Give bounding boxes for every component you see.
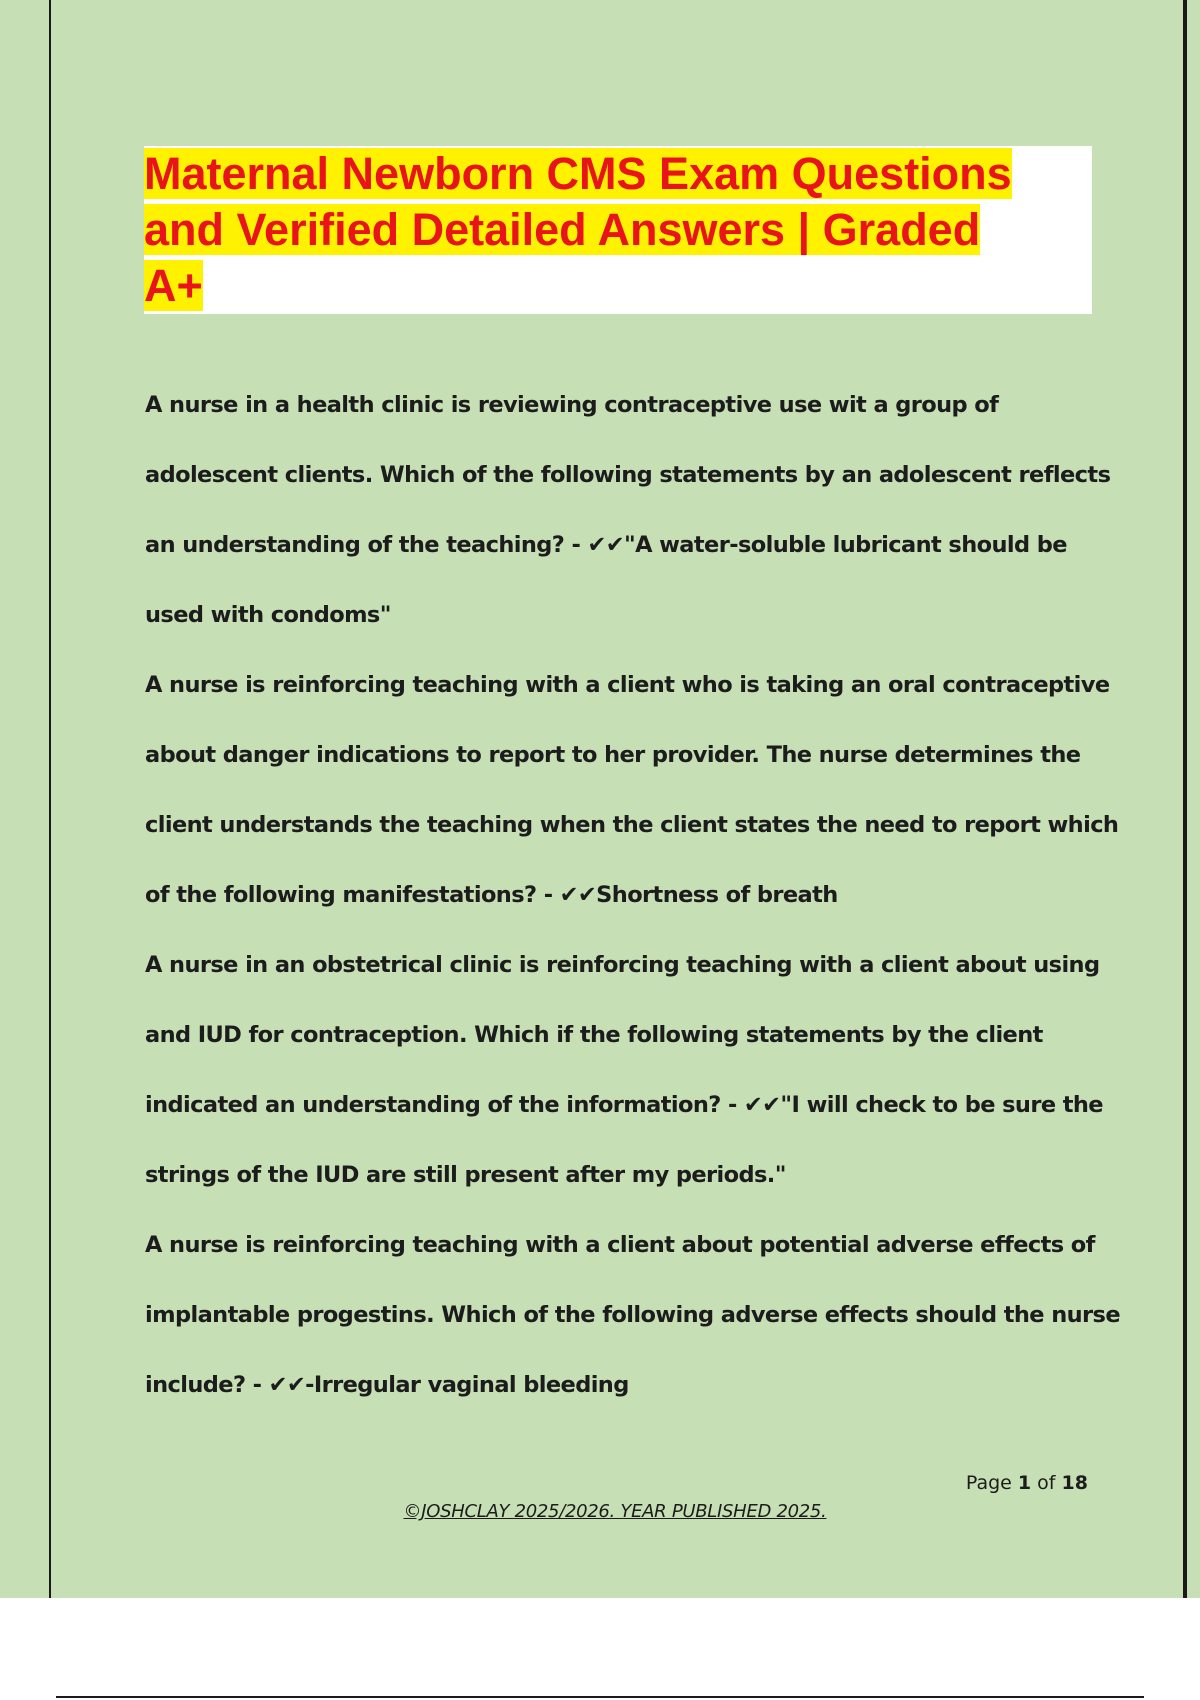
text-line: client understands the teaching when the client states the need to report which xyxy=(145,812,1119,838)
question-answer-3 xyxy=(145,930,1103,1210)
title-line-1: Maternal Newborn CMS Exam Questions xyxy=(144,148,1012,199)
text-line: implantable progestins. Which of the following adverse effects should the nurse xyxy=(145,1302,1120,1328)
question-answer-2 xyxy=(145,650,1119,930)
document-title xyxy=(144,146,1092,314)
text-line: and IUD for contraception. Which if the following statements by the client xyxy=(145,1022,1043,1048)
question-answer-4 xyxy=(145,1210,1120,1420)
text-line: strings of the IUD are still present after my periods." xyxy=(145,1162,786,1188)
title-line-2: and Verified Detailed Answers | Graded xyxy=(144,204,981,255)
text-line: A nurse in an obstetrical clinic is reinforcing teaching with a client about using xyxy=(145,952,1100,978)
page-indicator xyxy=(900,1472,1088,1494)
question-answer-1 xyxy=(145,370,1111,650)
text-line: indicated an understanding of the information? - ✔✔"I will check to be sure the xyxy=(145,1092,1103,1118)
page-total: 18 xyxy=(1061,1472,1088,1494)
text-line: used with condoms" xyxy=(145,602,391,628)
copyright-footer: ©JOSHCLAY 2025/2026. YEAR PUBLISHED 2025. xyxy=(403,1501,827,1522)
title-line-3: A+ xyxy=(144,260,203,311)
text-line: about danger indications to report to her provider. The nurse determines the xyxy=(145,742,1081,768)
page-separator: of xyxy=(1037,1472,1056,1494)
page-prefix: Page xyxy=(965,1472,1012,1494)
page-left-border xyxy=(49,0,51,1598)
text-line: A nurse is reinforcing teaching with a client about potential adverse effects of xyxy=(145,1232,1095,1258)
page-right-border xyxy=(1183,0,1187,1598)
text-line: A nurse is reinforcing teaching with a client who is taking an oral contraceptive xyxy=(145,672,1110,698)
text-line: of the following manifestations? - ✔✔Shortness of breath xyxy=(145,882,838,908)
text-line: include? - ✔✔-Irregular vaginal bleeding xyxy=(145,1372,629,1398)
text-line: an understanding of the teaching? - ✔✔"A water-soluble lubricant should be xyxy=(145,532,1067,558)
page-divider xyxy=(56,1696,1144,1698)
question-list xyxy=(145,370,1120,1420)
page-current: 1 xyxy=(1017,1472,1032,1494)
text-line: A nurse in a health clinic is reviewing contraceptive use wit a group of xyxy=(145,392,999,418)
text-line: adolescent clients. Which of the following statements by an adolescent reflects xyxy=(145,462,1111,488)
